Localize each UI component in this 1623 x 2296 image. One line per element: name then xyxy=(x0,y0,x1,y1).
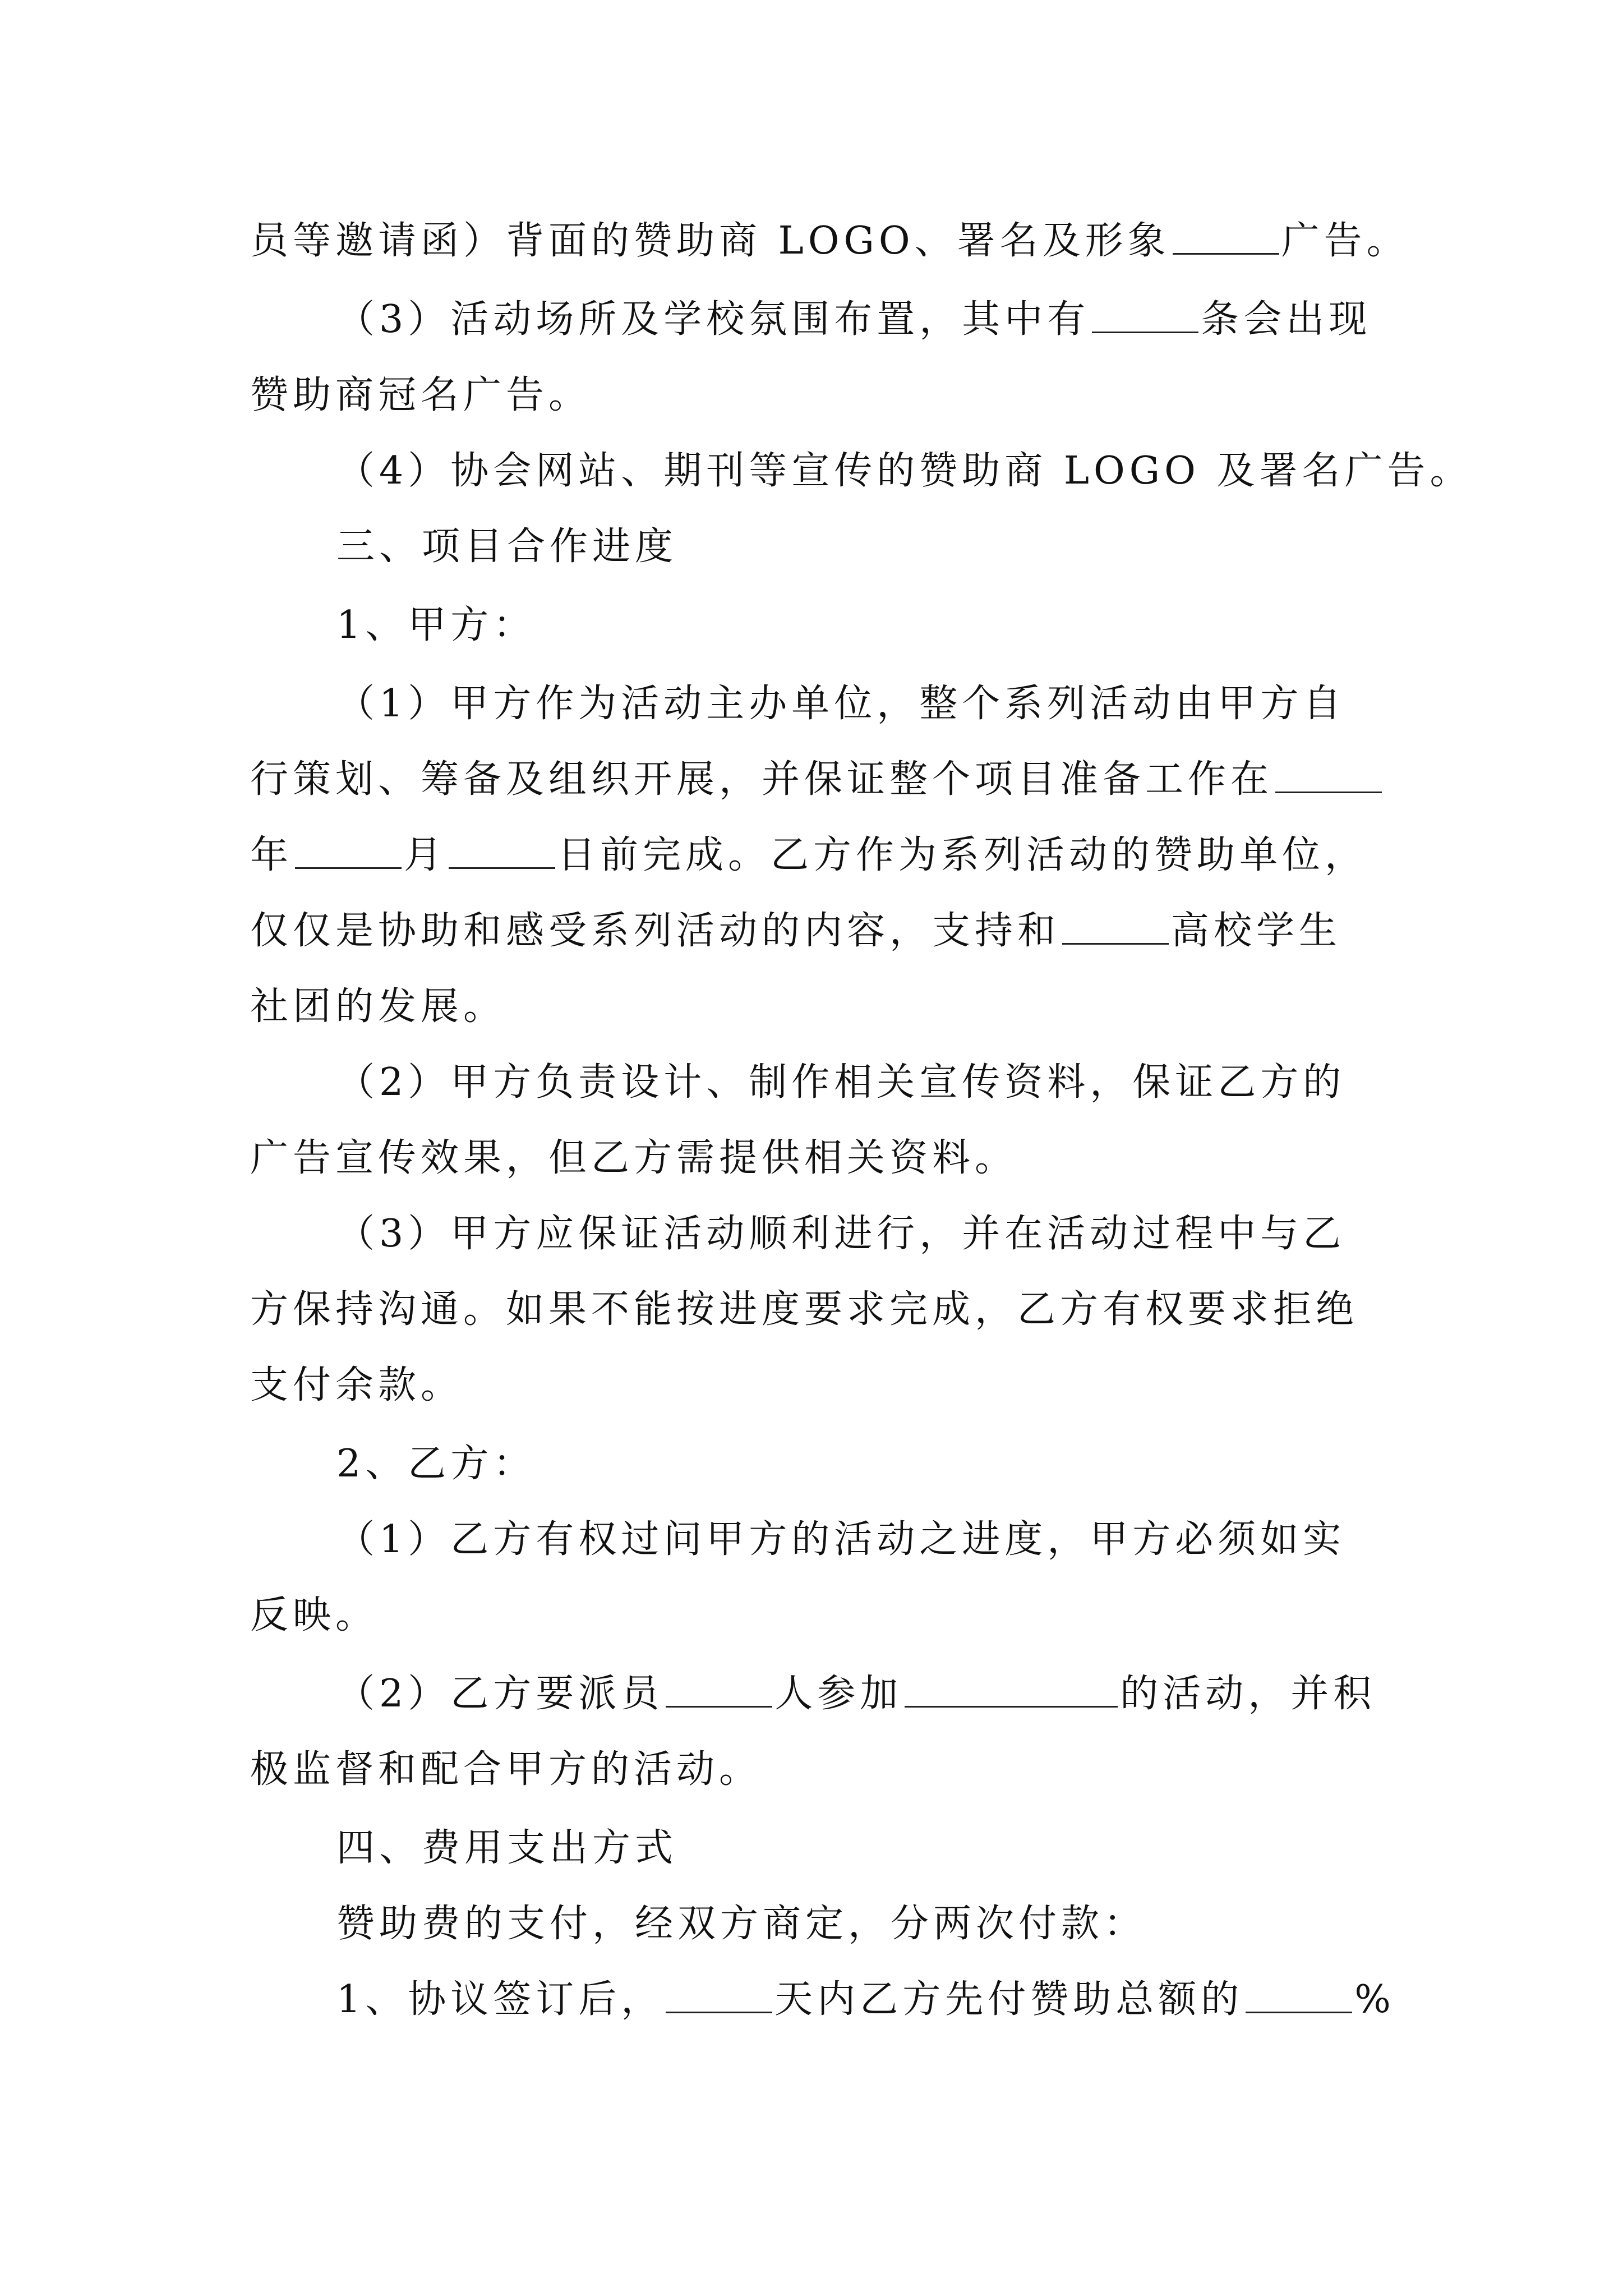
text-segment: 行策划、筹备及组织开展，并保证整个项目准备工作在 xyxy=(250,757,1274,802)
text-segment: 天内乙方先付赞助总额的 xyxy=(774,1977,1244,2022)
text-segment: 四、费用支出方式 xyxy=(336,1826,678,1870)
text-segment: 月 xyxy=(404,833,447,877)
text-line xyxy=(250,973,1417,1041)
fill-blank xyxy=(449,828,555,869)
fill-blank xyxy=(1275,752,1382,793)
section-heading xyxy=(336,513,1419,581)
text-line xyxy=(336,670,1419,738)
text-segment: 三、项目合作进度 xyxy=(336,524,678,569)
text-line xyxy=(250,208,1417,275)
fill-blank xyxy=(1246,1972,1352,2013)
text-line xyxy=(336,438,1473,505)
text-segment: 年 xyxy=(250,833,293,877)
text-segment: 赞助商冠名广告。 xyxy=(250,373,592,417)
text-segment: （2）甲方负责设计、制作相关宣传资料，保证乙方的 xyxy=(336,1060,1346,1105)
text-line xyxy=(336,1966,1419,2033)
text-segment: 方保持沟通。如果不能按进度要求完成，乙方有权要求拒绝 xyxy=(250,1287,1359,1332)
text-line xyxy=(336,1049,1419,1116)
text-segment: 日前完成。乙方作为系列活动的赞助单位， xyxy=(557,833,1368,877)
text-segment: 仅仅是协助和感受系列活动的内容，支持和 xyxy=(250,909,1061,953)
text-segment: 的活动，并积 xyxy=(1120,1672,1376,1716)
text-line xyxy=(336,286,1419,353)
text-segment: （1）乙方有权过问甲方的活动之进度，甲方必须如实 xyxy=(336,1517,1346,1562)
text-segment: 广告。 xyxy=(1281,219,1409,263)
text-segment: 2、乙方： xyxy=(336,1442,536,1486)
fill-blank xyxy=(295,828,402,869)
text-line xyxy=(336,1660,1419,1728)
text-segment: 高校学生 xyxy=(1171,909,1342,953)
text-line xyxy=(250,1352,1417,1419)
text-segment: 人参加 xyxy=(774,1672,903,1716)
text-segment: （3）甲方应保证活动顺利进行，并在活动过程中与乙 xyxy=(336,1212,1346,1256)
text-segment: （2）乙方要派员 xyxy=(336,1672,664,1716)
text-segment: 反映。 xyxy=(250,1593,379,1637)
text-line xyxy=(250,1582,1417,1649)
text-segment: 1、协议签订后， xyxy=(336,1977,664,2022)
text-line xyxy=(336,1200,1419,1268)
text-segment: % xyxy=(1354,1977,1395,2022)
text-line xyxy=(250,362,1417,429)
text-line xyxy=(250,822,1417,889)
fill-blank xyxy=(666,1667,772,1708)
text-line xyxy=(250,1125,1417,1192)
text-line xyxy=(336,1890,1419,1958)
fill-blank xyxy=(1062,904,1169,945)
text-segment: （1）甲方作为活动主办单位，整个系列活动由甲方自 xyxy=(336,682,1346,726)
text-segment: 条会出现 xyxy=(1201,297,1372,342)
subsection-heading xyxy=(336,1430,1419,1498)
text-line xyxy=(250,898,1417,965)
text-line xyxy=(250,1736,1417,1803)
text-line xyxy=(250,746,1417,813)
text-segment: （3）活动场所及学校氛围布置，其中有 xyxy=(336,297,1090,342)
fill-blank xyxy=(1092,292,1198,333)
text-segment: 1、甲方： xyxy=(336,603,536,647)
section-heading xyxy=(336,1815,1419,1882)
fill-blank xyxy=(905,1667,1118,1708)
text-segment: 广告宣传效果，但乙方需提供相关资料。 xyxy=(250,1136,1018,1180)
fill-blank xyxy=(1173,214,1279,255)
text-segment: 极监督和配合甲方的活动。 xyxy=(250,1747,762,1792)
text-segment: 支付余款。 xyxy=(250,1363,464,1407)
text-segment: 社团的发展。 xyxy=(250,984,506,1029)
text-segment: 员等邀请函）背面的赞助商 LOGO、署名及形象 xyxy=(250,219,1170,263)
text-line xyxy=(250,1276,1417,1343)
subsection-heading xyxy=(336,592,1419,659)
text-segment: （4）协会网站、期刊等宣传的赞助商 LOGO 及署名广告。 xyxy=(336,449,1473,493)
text-line xyxy=(336,1506,1419,1573)
text-segment: 赞助费的支付，经双方商定，分两次付款： xyxy=(336,1902,1147,1946)
fill-blank xyxy=(666,1972,772,2013)
